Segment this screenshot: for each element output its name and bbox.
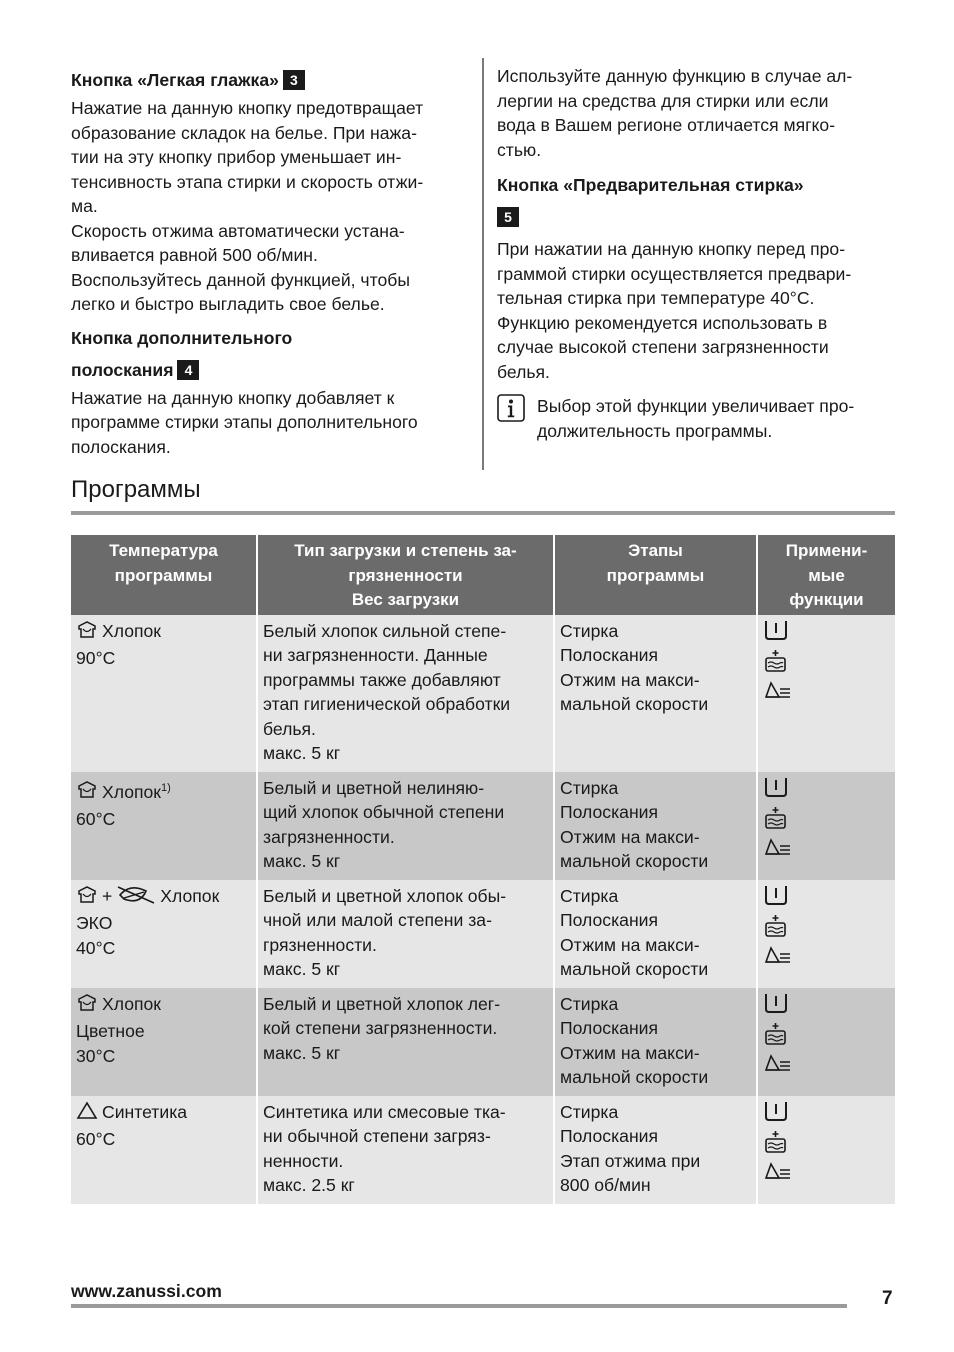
plus-sign: + bbox=[102, 885, 113, 906]
info-icon bbox=[497, 394, 527, 443]
prewash-icon bbox=[763, 1160, 891, 1190]
program-temperature: ЭКО bbox=[76, 913, 113, 933]
text-line: лергии на средства для стирки или если bbox=[497, 90, 829, 111]
header-temperature bbox=[71, 535, 257, 615]
stage-line: мальной скорости bbox=[560, 959, 709, 979]
section-easy-iron-text bbox=[71, 96, 471, 317]
load-cell bbox=[257, 988, 554, 1096]
header-stages bbox=[554, 535, 757, 615]
program-temperature: 40°C bbox=[76, 937, 116, 958]
program-name: Синтетика bbox=[102, 1101, 188, 1122]
load-line: ни загрязненности. Данные bbox=[263, 645, 488, 665]
load-line: ни обычной степени загряз- bbox=[263, 1126, 491, 1146]
load-cell bbox=[257, 772, 554, 880]
programs-title: Программы bbox=[71, 476, 201, 503]
info-note bbox=[497, 394, 897, 443]
text-line: Нажатие на данную кнопку добавляет к bbox=[71, 387, 395, 408]
text-line: При нажатии на данную кнопку перед про- bbox=[497, 239, 846, 259]
text-line: ма. bbox=[71, 196, 98, 216]
stage-line: 800 об/мин bbox=[560, 1175, 651, 1195]
load-line: кой степени загрязненности. bbox=[263, 1018, 498, 1038]
program-name-line bbox=[76, 992, 252, 1020]
text-line: тельная стирка при температуре 40°C. bbox=[497, 288, 815, 308]
text-line: тенсивность этапа стирки и скорость отжи- bbox=[71, 171, 424, 192]
button-number-badge: 3 bbox=[283, 70, 305, 90]
stage-line: Стирка bbox=[560, 993, 619, 1014]
program-temperature: 90°C bbox=[76, 648, 116, 668]
header-line: Температура bbox=[109, 541, 218, 560]
page-number: 7 bbox=[882, 1288, 893, 1309]
functions-cell bbox=[757, 772, 895, 880]
table-row bbox=[71, 615, 895, 772]
load-cell bbox=[257, 1096, 554, 1204]
stage-line: Отжим на макси- bbox=[560, 826, 700, 847]
table-header-row bbox=[71, 535, 895, 615]
load-line: Синтетика или смесовые тка- bbox=[263, 1101, 506, 1122]
easy-iron-icon bbox=[763, 619, 891, 649]
stage-line: Полоскания bbox=[560, 1018, 659, 1038]
cotton-icon bbox=[76, 997, 98, 1017]
load-line: макс. 5 кг bbox=[263, 1042, 341, 1063]
load-line: макс. 5 кг bbox=[263, 959, 341, 979]
header-line: Примени- bbox=[785, 541, 868, 560]
load-line: грязненности. bbox=[263, 934, 377, 955]
header-functions bbox=[757, 535, 895, 615]
table-row bbox=[71, 880, 895, 988]
program-cell bbox=[71, 880, 257, 988]
cotton-icon bbox=[76, 624, 98, 644]
load-line: чной или малой степени за- bbox=[263, 910, 492, 930]
easy-iron-icon bbox=[763, 1100, 891, 1130]
section-extra-rinse-continued bbox=[497, 64, 897, 162]
program-temperature: 60°C bbox=[76, 808, 116, 829]
stages-cell bbox=[554, 615, 757, 772]
eco-icon bbox=[116, 889, 156, 909]
table-row bbox=[71, 988, 895, 1096]
button-number-badge: 5 bbox=[497, 207, 519, 227]
load-line: щий хлопок обычной степени bbox=[263, 802, 505, 822]
extra-rinse-icon bbox=[763, 649, 891, 679]
cotton-icon bbox=[76, 889, 98, 909]
text-line: случае высокой степени загрязненности bbox=[497, 337, 829, 357]
column-divider bbox=[482, 58, 484, 470]
header-line: Вес загрузки bbox=[351, 590, 460, 609]
extra-rinse-icon bbox=[763, 806, 891, 836]
load-cell bbox=[257, 880, 554, 988]
text-line: Используйте данную функцию в случае ал- bbox=[497, 66, 853, 86]
functions-cell bbox=[757, 988, 895, 1096]
program-temperature: Цветное bbox=[76, 1021, 145, 1041]
easy-iron-icon bbox=[763, 992, 891, 1022]
functions-cell bbox=[757, 880, 895, 988]
stages-cell bbox=[554, 1096, 757, 1204]
info-note-text bbox=[537, 394, 854, 443]
text-line: Скорость отжима автоматически устана- bbox=[71, 220, 405, 241]
text-line: Нажатие на данную кнопку предотвращает bbox=[71, 98, 424, 118]
easy-iron-icon bbox=[763, 884, 891, 914]
text-line: белья. bbox=[497, 361, 550, 382]
program-name: Хлопок bbox=[102, 781, 161, 802]
easy-iron-icon bbox=[763, 776, 891, 806]
table-row bbox=[71, 772, 895, 880]
extra-rinse-icon bbox=[763, 1130, 891, 1160]
text-line: должительность программы. bbox=[537, 420, 773, 441]
program-name: Хлопок bbox=[160, 885, 220, 906]
program-name-line bbox=[76, 776, 252, 807]
functions-cell bbox=[757, 1096, 895, 1204]
extra-rinse-icon bbox=[763, 914, 891, 944]
stage-line: Этап отжима при bbox=[560, 1150, 701, 1171]
program-temperature: 30°C bbox=[76, 1045, 116, 1066]
load-line: Белый и цветной нелиняю- bbox=[263, 777, 485, 798]
prewash-icon bbox=[763, 1052, 891, 1082]
footer-rule bbox=[71, 1304, 847, 1308]
load-line: ненности. bbox=[263, 1150, 344, 1171]
program-name: Хлопок bbox=[102, 993, 161, 1014]
text-line: стью. bbox=[497, 139, 542, 160]
program-temperature: 60°C bbox=[76, 1129, 116, 1149]
program-cell bbox=[71, 988, 257, 1096]
stage-line: Отжим на макси- bbox=[560, 669, 700, 690]
load-line: макс. 5 кг bbox=[263, 743, 341, 763]
stage-line: Отжим на макси- bbox=[560, 934, 700, 955]
text-line: образование складок на белье. При нажа- bbox=[71, 122, 417, 143]
stage-line: Стирка bbox=[560, 1101, 619, 1122]
load-line: макс. 2.5 кг bbox=[263, 1175, 355, 1195]
header-line: программы bbox=[606, 565, 705, 585]
program-cell bbox=[71, 615, 257, 772]
extra-rinse-icon bbox=[763, 1022, 891, 1052]
stage-line: мальной скорости bbox=[560, 694, 709, 714]
text-line: вода в Вашем регионе отличается мягко- bbox=[497, 115, 836, 135]
section-extra-rinse-text bbox=[71, 386, 471, 460]
header-load-type bbox=[257, 535, 554, 615]
program-name-line bbox=[76, 619, 252, 647]
cotton-icon bbox=[76, 784, 98, 804]
header-line: Тип загрузки и степень за- bbox=[294, 541, 517, 560]
text-line: граммой стирки осуществляется предвари- bbox=[497, 263, 852, 284]
text-line: полоскания. bbox=[71, 436, 171, 457]
load-line: белья. bbox=[263, 718, 316, 739]
program-cell bbox=[71, 772, 257, 880]
table-row bbox=[71, 1096, 895, 1204]
right-column bbox=[497, 64, 897, 443]
text-line: Функцию рекомендуется использовать в bbox=[497, 312, 828, 333]
stages-cell bbox=[554, 988, 757, 1096]
load-cell bbox=[257, 615, 554, 772]
left-column bbox=[71, 64, 471, 459]
stage-line: Полоскания bbox=[560, 1126, 659, 1146]
footer-url: www.zanussi.com bbox=[71, 1281, 222, 1301]
prewash-icon bbox=[763, 944, 891, 974]
load-line: Белый и цветной хлопок обы- bbox=[263, 885, 507, 906]
section-extra-rinse-title: Кнопка дополнительного полоскания 4 bbox=[71, 327, 293, 380]
stage-line: Стирка bbox=[560, 885, 619, 906]
program-cell bbox=[71, 1096, 257, 1204]
stages-cell bbox=[554, 772, 757, 880]
stage-line: Стирка bbox=[560, 777, 619, 798]
header-line: программы bbox=[114, 565, 213, 585]
header-line: мые bbox=[808, 565, 845, 585]
program-name: Хлопок bbox=[102, 620, 161, 641]
prewash-icon bbox=[763, 679, 891, 709]
functions-cell bbox=[757, 615, 895, 772]
prewash-icon bbox=[763, 836, 891, 866]
stage-line: мальной скорости bbox=[560, 1067, 709, 1087]
stage-line: Полоскания bbox=[560, 910, 659, 930]
text-line: легко и быстро выгладить свое белье. bbox=[71, 294, 385, 314]
stages-cell bbox=[554, 880, 757, 988]
load-line: макс. 5 кг bbox=[263, 851, 341, 871]
stage-line: мальной скорости bbox=[560, 851, 709, 871]
section-easy-iron-title: Кнопка «Легкая глажка» 3 bbox=[71, 64, 471, 96]
programs-table bbox=[71, 535, 895, 1204]
header-line: Этапы bbox=[628, 541, 683, 560]
load-line: программы также добавляют bbox=[263, 669, 501, 690]
program-name-line bbox=[76, 1100, 252, 1128]
button-number-badge: 4 bbox=[177, 360, 199, 380]
text-line: Выбор этой функции увеличивает про- bbox=[537, 396, 855, 416]
header-line: грязненности bbox=[348, 565, 463, 585]
footnote-marker: 1) bbox=[161, 781, 171, 794]
text-line: Воспользуйтесь данной функцией, чтобы bbox=[71, 269, 410, 290]
load-line: Белый хлопок сильной степе- bbox=[263, 620, 507, 641]
stage-line: Стирка bbox=[560, 620, 619, 641]
text-line: вливается равной 500 об/мин. bbox=[71, 245, 318, 265]
load-line: загрязненности. bbox=[263, 826, 395, 847]
section-prewash-text bbox=[497, 237, 897, 384]
load-line: Белый и цветной хлопок лег- bbox=[263, 993, 501, 1014]
stage-line: Отжим на макси- bbox=[560, 1042, 700, 1063]
program-name-line bbox=[76, 884, 252, 912]
stage-line: Полоскания bbox=[560, 802, 659, 822]
text-line: тии на эту кнопку прибор уменьшает ин- bbox=[71, 147, 402, 167]
synthetics-icon bbox=[76, 1105, 98, 1125]
header-line: функции bbox=[789, 590, 864, 609]
load-line: этап гигиенической обработки bbox=[263, 694, 511, 714]
stage-line: Полоскания bbox=[560, 645, 659, 665]
section-prewash-title: Кнопка «Предварительная стирка» 5 bbox=[497, 175, 804, 225]
title-rule bbox=[71, 511, 895, 515]
text-line: программе стирки этапы дополнительного bbox=[71, 412, 418, 432]
